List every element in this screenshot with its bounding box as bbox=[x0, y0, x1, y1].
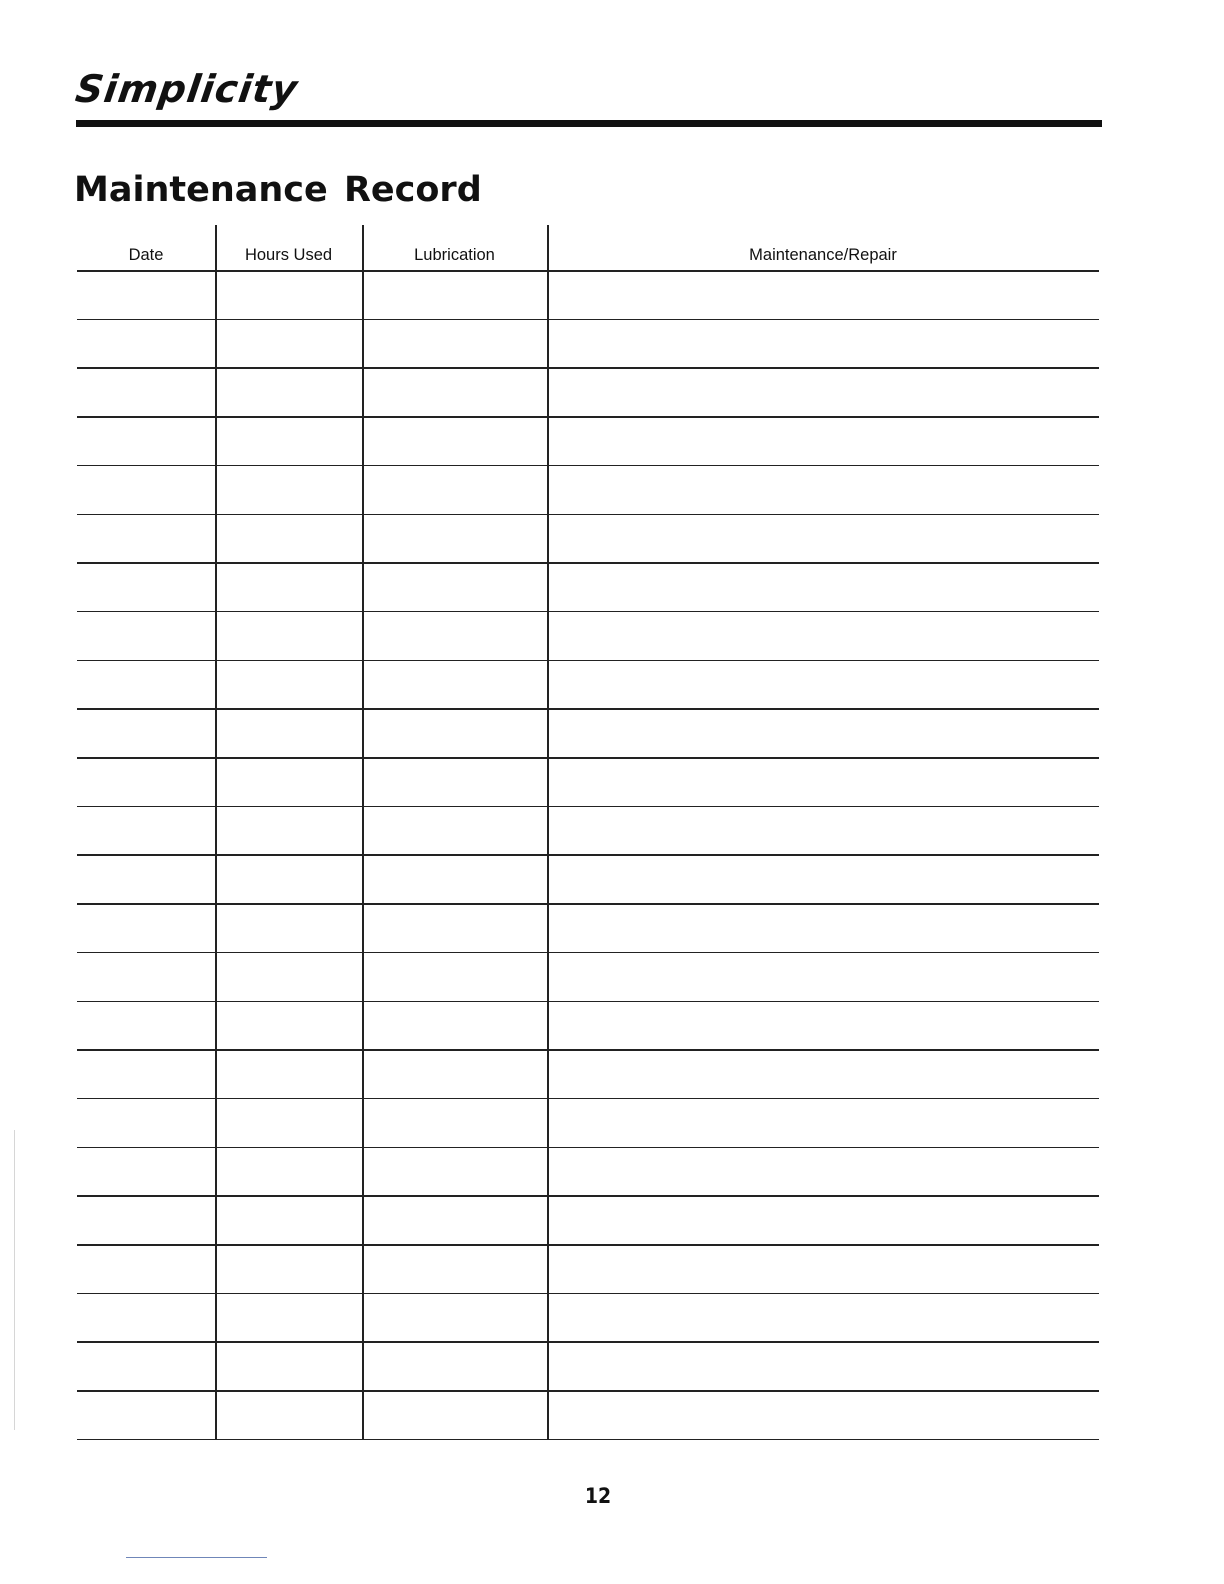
table-row-line bbox=[77, 854, 1099, 856]
column-divider bbox=[362, 225, 364, 1439]
table-row-line bbox=[77, 1098, 1099, 1100]
table-row-line bbox=[77, 757, 1099, 759]
table-row-line bbox=[77, 660, 1099, 662]
scan-edge-line bbox=[14, 1130, 15, 1430]
column-header-maintenance-repair: Maintenance/Repair bbox=[749, 246, 897, 264]
table-row-line bbox=[77, 708, 1099, 710]
table-row-line bbox=[77, 1439, 1099, 1441]
table-row-line bbox=[77, 1001, 1099, 1003]
table-row-line bbox=[77, 465, 1099, 467]
table-row-line bbox=[77, 1293, 1099, 1295]
table-row-line bbox=[77, 1147, 1099, 1149]
brand-rule bbox=[76, 120, 1102, 127]
column-divider bbox=[215, 225, 217, 1439]
table-row-line bbox=[77, 903, 1099, 905]
table-row-line bbox=[77, 1341, 1099, 1343]
column-header-hours-used: Hours Used bbox=[244, 246, 333, 264]
table-row-line bbox=[77, 562, 1099, 564]
table-row-line bbox=[77, 1049, 1099, 1051]
table-row-line bbox=[77, 367, 1099, 369]
maintenance-record-table bbox=[77, 225, 1099, 1441]
table-row-line bbox=[77, 319, 1099, 321]
column-divider bbox=[547, 225, 549, 1439]
brand-logo: Simplicity bbox=[72, 67, 301, 111]
table-row-line bbox=[77, 1244, 1099, 1246]
table-row-line bbox=[77, 611, 1099, 613]
header-rule bbox=[77, 270, 1099, 272]
page-number: 12 bbox=[584, 1484, 612, 1508]
table-row-line bbox=[77, 416, 1099, 418]
table-row-line bbox=[77, 1195, 1099, 1197]
table-row-line bbox=[77, 952, 1099, 954]
page-title: Maintenance Record bbox=[74, 170, 482, 211]
column-header-lubrication: Lubrication bbox=[414, 246, 495, 264]
table-row-line bbox=[77, 806, 1099, 808]
table-row-line bbox=[77, 514, 1099, 516]
column-header-date: Date bbox=[128, 246, 164, 264]
table-row-line bbox=[77, 1390, 1099, 1392]
footer-rule bbox=[126, 1557, 267, 1558]
